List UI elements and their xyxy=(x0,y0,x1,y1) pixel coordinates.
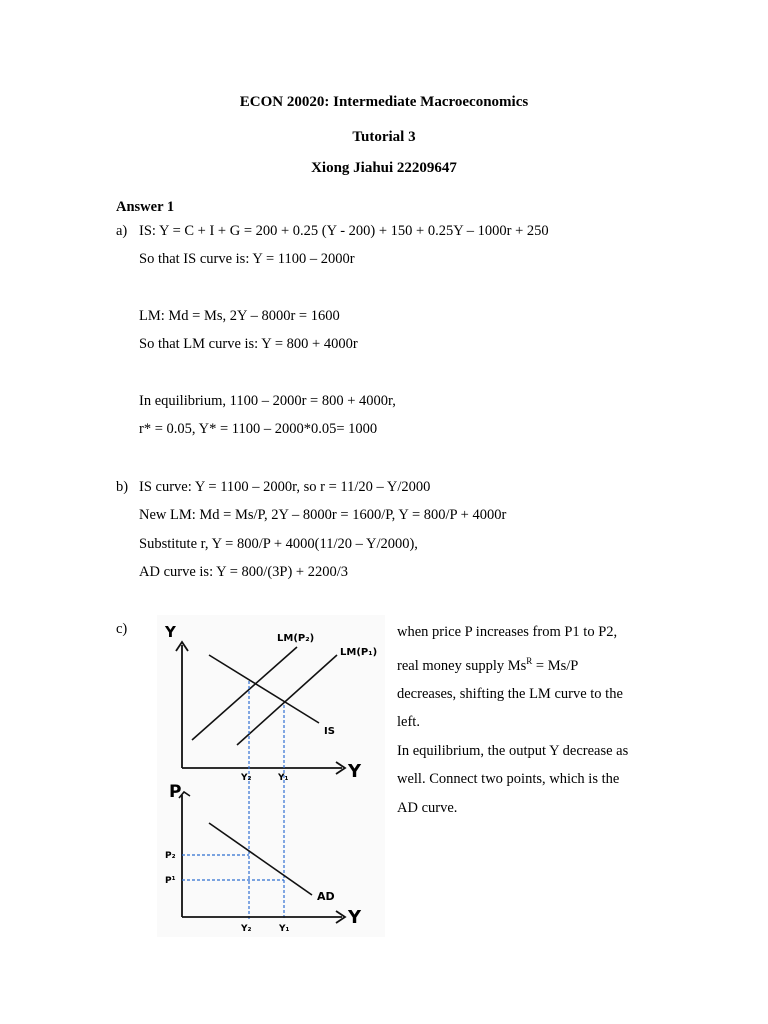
is-curve-line xyxy=(209,655,319,723)
tutorial-title: Tutorial 3 xyxy=(352,129,416,145)
part-c-text-2-post: = Ms/P xyxy=(532,657,579,674)
part-c-text-4: left. xyxy=(397,714,420,731)
part-b-label: b) xyxy=(116,479,129,495)
lm-curve: So that LM curve is: Y = 800 + 4000r xyxy=(139,336,358,352)
y1-top-label: Y₁ xyxy=(278,773,289,783)
is-label: IS xyxy=(324,726,335,737)
part-b-line-4: AD curve is: Y = 800/(3P) + 2200/3 xyxy=(139,564,348,580)
part-c-text-2-pre: real money supply Ms xyxy=(397,657,527,674)
top-y-axis-label: Y xyxy=(165,623,176,641)
lm-p1-curve xyxy=(237,655,337,745)
part-c-text-5: In equilibrium, the output Y decrease as xyxy=(397,742,629,759)
ad-curve-line xyxy=(209,823,312,895)
y2-top-label: Y₂ xyxy=(241,773,252,783)
top-x-axis-label: Y xyxy=(348,761,362,782)
y1-bottom-label: Y₁ xyxy=(279,924,290,934)
equilibrium-line-1: In equilibrium, 1100 – 2000r = 800 + 4000r, xyxy=(139,393,396,409)
part-c-explanation xyxy=(397,618,655,822)
student-name: Xiong Jiahui 22209647 xyxy=(311,160,457,176)
y2-bottom-label: Y₂ xyxy=(241,924,252,934)
part-c-text-2-sup: R xyxy=(526,655,533,666)
is-equation: IS: Y = C + I + G = 200 + 0.25 (Y - 200) + 150 + 0.25Y – 1000r + 250 xyxy=(139,223,549,239)
part-a-label: a) xyxy=(116,223,128,239)
part-c-text-1: when price P increases from P1 to P2, xyxy=(397,624,618,640)
lm-equation: LM: Md = Ms, 2Y – 8000r = 1600 xyxy=(139,308,340,324)
part-b-line-2: New LM: Md = Ms/P, 2Y – 8000r = 1600/P, Y = 800/P + 4000r xyxy=(139,507,507,523)
part-b-line-1: IS curve: Y = 1100 – 2000r, so r = 11/20 – Y/2000 xyxy=(139,479,431,495)
is-lm-ad-diagram xyxy=(157,615,385,937)
is-curve: So that IS curve is: Y = 1100 – 2000r xyxy=(139,251,355,267)
ad-label: AD xyxy=(317,890,335,903)
part-c-text-7: AD curve. xyxy=(397,799,458,816)
part-c-text-2 xyxy=(397,647,655,680)
p1-label: P¹ xyxy=(165,876,176,886)
part-c-label: c) xyxy=(116,621,128,637)
part-b-line-3: Substitute r, Y = 800/P + 4000(11/20 – Y/2000), xyxy=(139,536,418,552)
lm-p2-label: LM(P₂) xyxy=(277,633,315,644)
bottom-y-axis-label: P xyxy=(169,782,182,802)
p2-label: P₂ xyxy=(165,851,176,861)
part-c-text-6: well. Connect two points, which is the xyxy=(397,771,620,788)
course-title: ECON 20020: Intermediate Macroeconomics xyxy=(239,94,529,110)
lm-p1-label: LM(P₁) xyxy=(340,647,378,658)
answer-heading: Answer 1 xyxy=(116,199,175,215)
bottom-x-axis-label: Y xyxy=(348,907,362,928)
lm-p2-curve xyxy=(192,647,297,740)
part-c-text-3: decreases, shifting the LM curve to the xyxy=(397,685,623,702)
equilibrium-line-2: r* = 0.05, Y* = 1100 – 2000*0.05= 1000 xyxy=(139,421,378,437)
